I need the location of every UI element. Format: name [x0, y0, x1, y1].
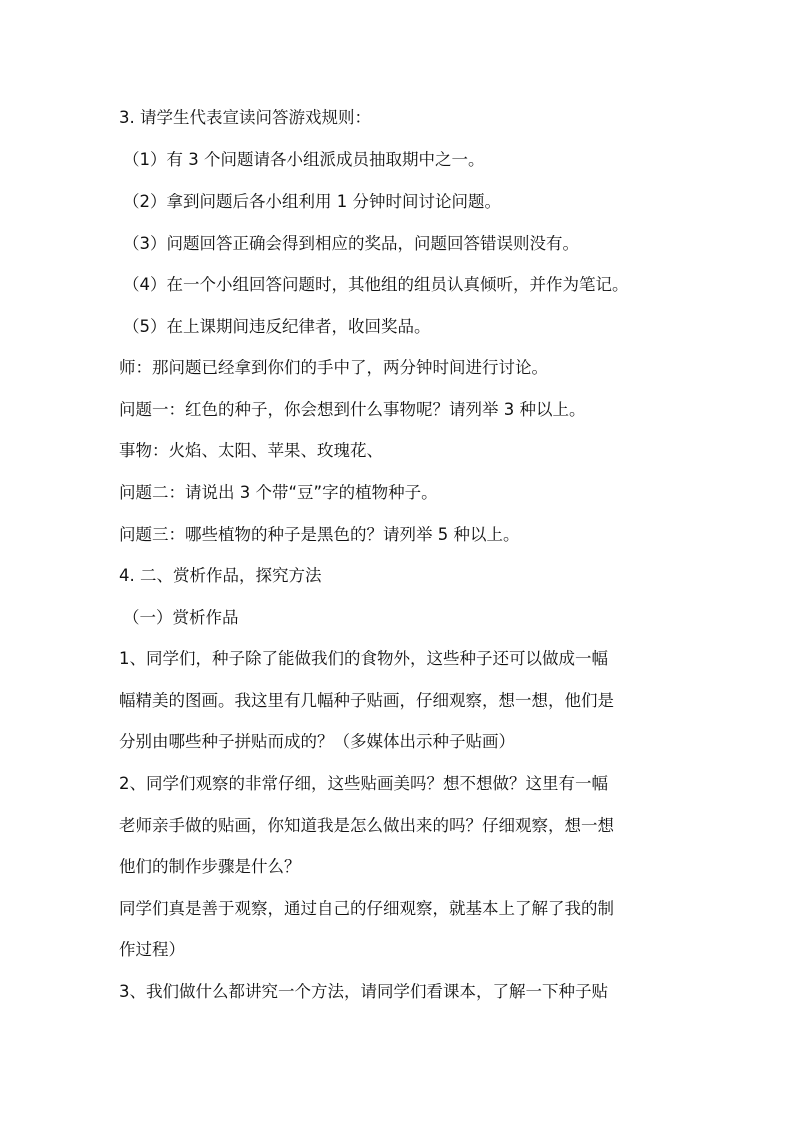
rule-4: （4）在一个小组回答问题时，其他组的组员认真倾听，并作为笔记。	[123, 275, 629, 294]
rules-heading: 3. 请学生代表宣读问答游戏规则：	[119, 108, 371, 127]
section-heading: 4. 二、赏析作品，探究方法	[119, 566, 322, 585]
question-1-answer: 事物：火焰、太阳、苹果、玫瑰花、	[119, 441, 383, 460]
question-2: 问题二：请说出 3 个带“豆”字的植物种子。	[119, 483, 438, 502]
subsection-heading: （一）赏析作品	[123, 608, 239, 627]
paragraph-3-line-1: 同学们真是善于观察，通过自己的仔细观察，就基本上了解了我的制	[119, 899, 614, 918]
paragraph-1-line-2: 幅精美的图画。我这里有几幅种子贴画，仔细观察，想一想，他们是	[119, 691, 614, 710]
paragraph-2-line-3: 他们的制作步骤是什么？	[119, 857, 301, 876]
rule-2: （2）拿到问题后各小组利用 1 分钟时间讨论问题。	[123, 192, 501, 211]
paragraph-4-line-1: 3、我们做什么都讲究一个方法，请同学们看课本，了解一下种子贴	[119, 982, 608, 1001]
question-1: 问题一：红色的种子，你会想到什么事物呢？请列举 3 种以上。	[119, 400, 586, 419]
paragraph-2-line-1: 2、同学们观察的非常仔细，这些贴画美吗？想不想做？这里有一幅	[119, 774, 608, 793]
paragraph-1-line-1: 1、同学们，种子除了能做我们的食物外，这些种子还可以做成一幅	[119, 649, 608, 668]
paragraph-1-line-3: 分别由哪些种子拼贴而成的？（多媒体出示种子贴画）	[119, 732, 515, 751]
paragraph-3-line-2: 作过程）	[119, 940, 185, 959]
rule-3: （3）问题回答正确会得到相应的奖品，问题回答错误则没有。	[123, 234, 579, 253]
teacher-line: 师：那问题已经拿到你们的手中了，两分钟时间进行讨论。	[119, 358, 548, 377]
question-3: 问题三：哪些植物的种子是黑色的？请列举 5 种以上。	[119, 525, 520, 544]
rule-5: （5）在上课期间违反纪律者，收回奖品。	[123, 317, 431, 336]
rule-1: （1）有 3 个问题请各小组派成员抽取期中之一。	[123, 150, 485, 169]
paragraph-2-line-2: 老师亲手做的贴画，你知道我是怎么做出来的吗？仔细观察，想一想	[119, 816, 614, 835]
